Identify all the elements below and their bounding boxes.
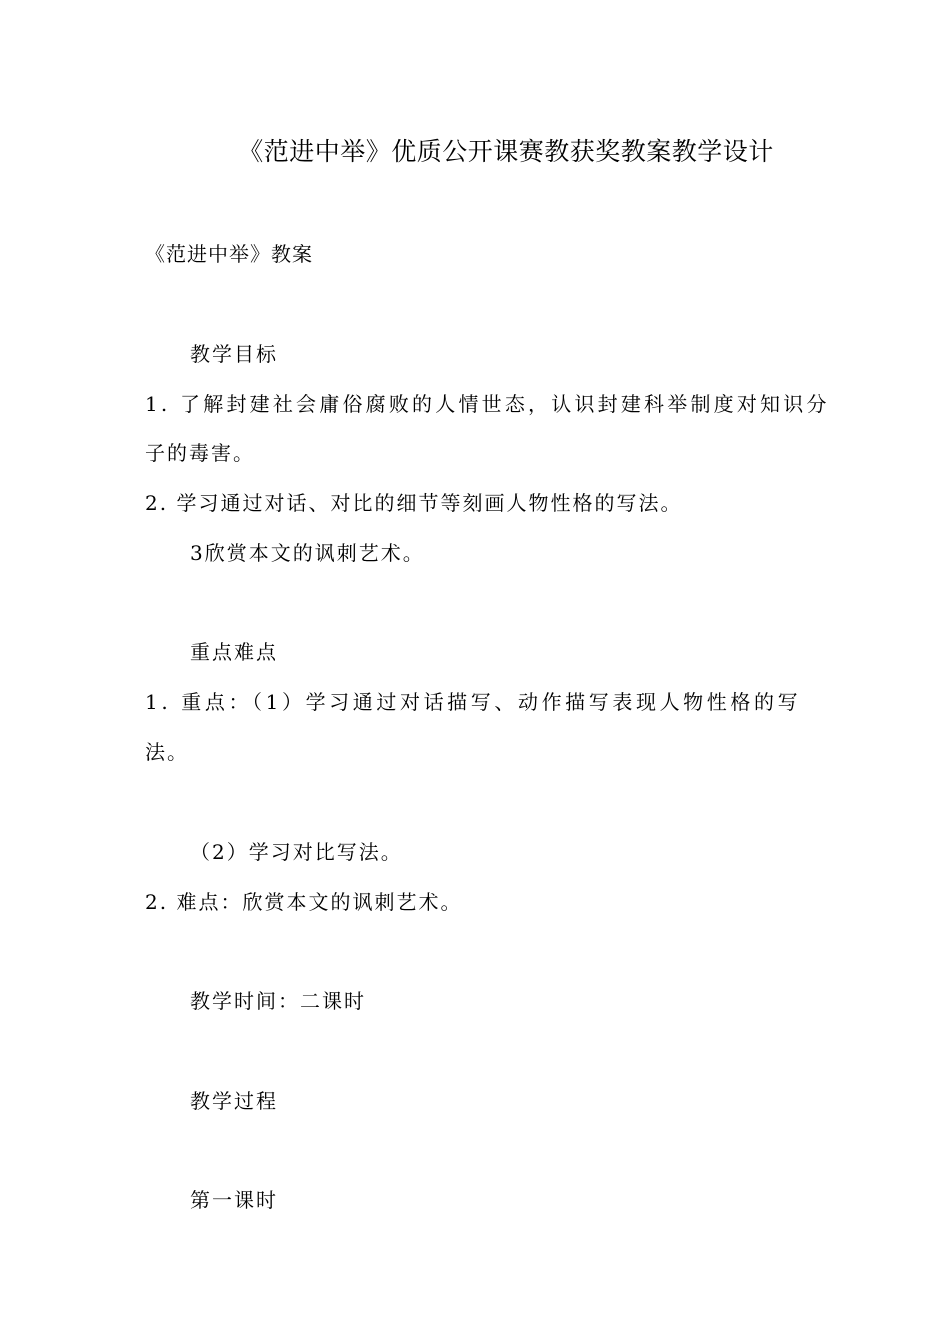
- key-point-1-sub-2: （2）学习对比写法。: [190, 840, 403, 864]
- objective-1-line-1: 1. 了解封建社会庸俗腐败的人情世态，认识封建科举制度对知识分: [145, 392, 830, 416]
- objective-3: 3欣赏本文的讽刺艺术。: [190, 541, 425, 565]
- key-points-heading: 重点难点: [190, 640, 278, 664]
- objective-2: 2. 学习通过对话、对比的细节等刻画人物性格的写法。: [145, 491, 683, 515]
- key-point-1-line-1: 1. 重点：（1）学习通过对话描写、动作描写表现人物性格的写: [145, 690, 802, 714]
- difficulty: 2. 难点：欣赏本文的讽刺艺术。: [145, 890, 463, 914]
- teaching-time: 教学时间：二课时: [190, 989, 366, 1013]
- key-point-1-line-2: 法。: [145, 740, 189, 764]
- document-title: 《范进中举》优质公开课赛教获奖教案教学设计: [238, 137, 774, 166]
- first-lesson-heading: 第一课时: [190, 1188, 278, 1212]
- objective-1-line-2: 子的毒害。: [145, 441, 255, 465]
- objectives-heading: 教学目标: [190, 342, 278, 366]
- lesson-plan-subtitle: 《范进中举》教案: [145, 242, 313, 266]
- teaching-process-heading: 教学过程: [190, 1089, 278, 1113]
